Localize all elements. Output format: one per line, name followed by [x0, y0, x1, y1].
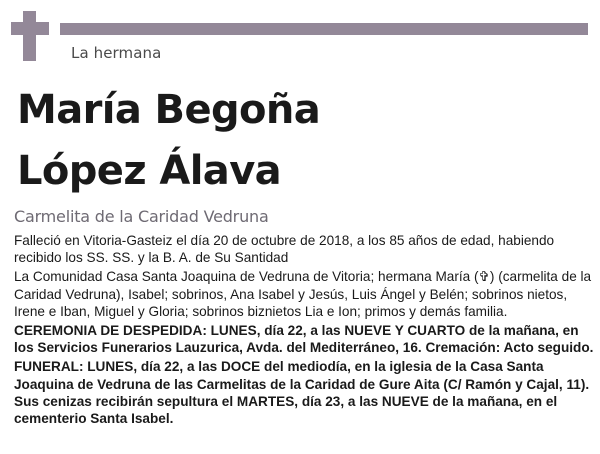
ceremony-paragraph: CEREMONIA DE DESPEDIDA: LUNES, día 22, a las NUEVE Y CUARTO de la mañana, en los Servicios Funerarios Lauzurica, Avda. del Mediterráneo, 16. Cremación: Acto seguido.	[14, 323, 594, 356]
deceased-name-line1: María Begoña	[17, 87, 321, 133]
deceased-name-line2: López Álava	[17, 148, 282, 194]
family-paragraph: La Comunidad Casa Santa Joaquina de Vedruna de Vitoria; hermana María (✞) (carmelita de la Caridad Vedruna), Isabel; sobrinos, Ana Isabel y Jesús, Luis Ángel y Belén; sobrinos nietos, Irene e Iban, Miguel y Gloria; sobrinos biznietos Lia e Ion; primos y demás familia.	[14, 269, 592, 319]
obituary-body	[14, 232, 594, 429]
subtitle: Carmelita de la Caridad Vedruna	[14, 207, 269, 226]
death-notice-paragraph: Falleció en Vitoria-Gasteiz el día 20 de octubre de 2018, a los 85 años de edad, habiendo recibido los SS. SS. y la B. A. de Su Santidad	[14, 233, 555, 266]
relation-label: La hermana	[71, 44, 162, 62]
funeral-paragraph: FUNERAL: LUNES, día 22, a las DOCE del mediodía, en la iglesia de la Casa Santa Joaquina de Vedruna de las Carmelitas de la Caridad de Gure Aita (C/ Ramón y Cajal, 11). Sus cenizas recibirán sepultura el MARTES, día 23, a las NUEVE de la mañana, en el cementerio Santa Isabel.	[14, 359, 590, 427]
top-divider	[60, 23, 588, 35]
